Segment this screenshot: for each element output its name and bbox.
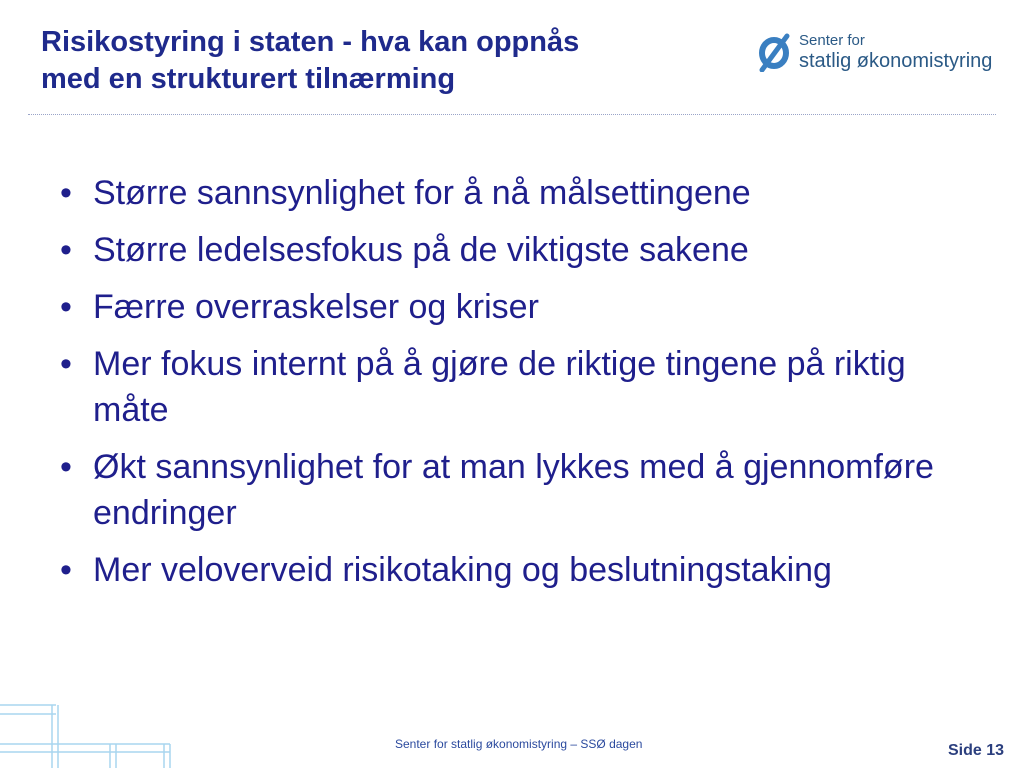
bullet-item xyxy=(60,170,980,216)
logo-text-line-2: statlig økonomistyring xyxy=(799,50,993,72)
bullet-text: Færre overraskelser og kriser xyxy=(93,288,539,326)
slide-title-line-1: Risikostyring i staten - hva kan oppnås xyxy=(41,26,580,58)
bullet-list xyxy=(60,170,980,604)
bullet-marker: • xyxy=(60,551,72,589)
slide-title xyxy=(41,24,741,98)
bullet-marker: • xyxy=(60,345,72,383)
footer-text: Senter for statlig økonomistyring – SSØ dagen xyxy=(395,737,643,751)
logo-text-line-1: Senter for xyxy=(799,32,865,49)
title-divider xyxy=(28,114,996,115)
bullet-item xyxy=(60,444,980,536)
bullet-text: Mer fokus internt på å gjøre de riktige tingene på riktig måte xyxy=(93,345,906,429)
page-number: Side 13 xyxy=(947,742,1004,759)
bullet-item xyxy=(60,284,980,330)
ssø-logo xyxy=(757,32,1002,76)
bullet-item xyxy=(60,227,980,273)
bullet-marker: • xyxy=(60,231,72,269)
bullet-text: Økt sannsynlighet for at man lykkes med å gjennomføre endringer xyxy=(93,448,934,532)
bullet-marker: • xyxy=(60,448,72,486)
bullet-marker: • xyxy=(60,288,72,326)
decorative-corner-grid xyxy=(0,700,180,768)
bullet-text: Større ledelsesfokus på de viktigste sakene xyxy=(93,231,749,269)
slashed-o-logo-icon xyxy=(757,32,793,72)
bullet-text: Større sannsynlighet for å nå målsettingene xyxy=(93,174,751,212)
bullet-text: Mer veloverveid risikotaking og beslutningstaking xyxy=(93,551,832,589)
bullet-item xyxy=(60,341,980,433)
slide-title-line-2: med en strukturert tilnærming xyxy=(41,63,456,95)
bullet-marker: • xyxy=(60,174,72,212)
bullet-item xyxy=(60,547,980,593)
